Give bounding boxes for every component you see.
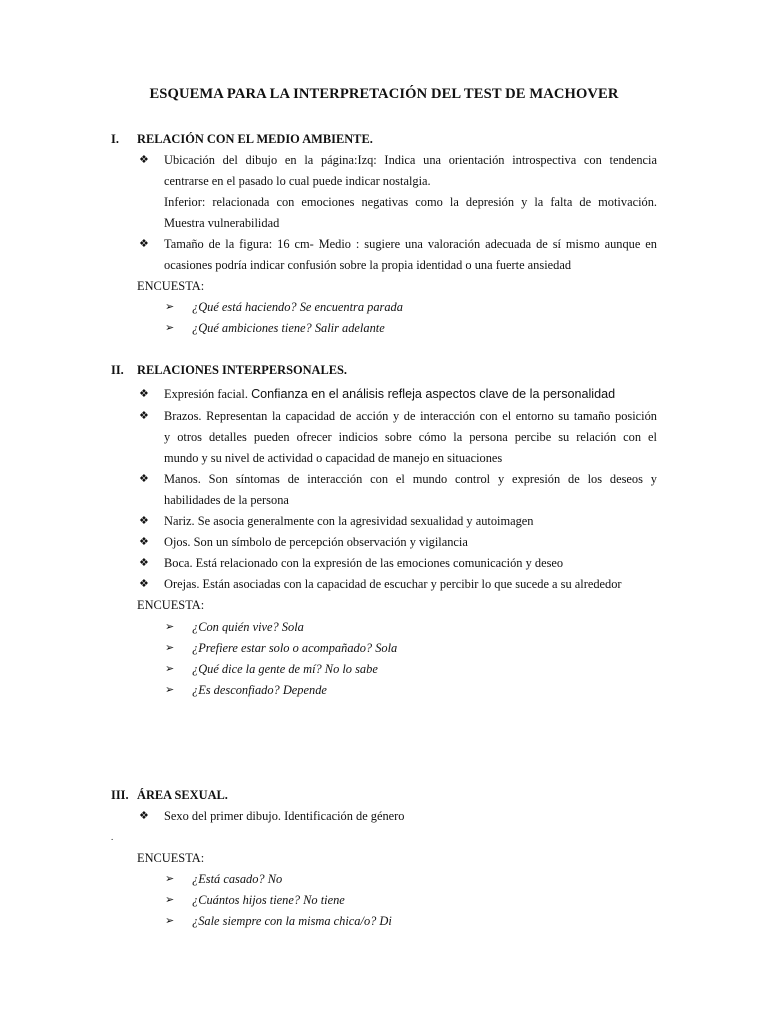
item-text-line: Sexo del primer dibujo. Identificación de género xyxy=(164,809,405,823)
arrow-bullet-icon: ➢ xyxy=(165,621,175,633)
document-title: ESQUEMA PARA LA INTERPRETACIÓN DEL TEST DE MACHOVER xyxy=(149,86,619,102)
arrow-bullet-icon: ➢ xyxy=(165,915,175,927)
diamond-bullet-icon: ❖ xyxy=(139,154,149,166)
item-text-line: ocasiones podría indicar confusión sobre la propia identidad o una fuerte ansiedad xyxy=(164,258,572,272)
survey-label: ENCUESTA: xyxy=(137,598,205,612)
diamond-bullet-icon: ❖ xyxy=(139,515,149,527)
diamond-bullet-icon: ❖ xyxy=(139,557,149,569)
survey-question: ¿Prefiere estar solo o acompañado? Sola xyxy=(192,641,398,655)
arrow-bullet-icon: ➢ xyxy=(165,322,175,334)
item-text-line: mundo y su nivel de actividad o capacidad de manejo en situaciones xyxy=(164,451,503,465)
diamond-bullet-icon: ❖ xyxy=(139,536,149,548)
section-title: RELACIÓN CON EL MEDIO AMBIENTE. xyxy=(137,132,373,146)
survey-question: ¿Qué dice la gente de mí? No lo sabe xyxy=(192,662,378,676)
diamond-bullet-icon: ❖ xyxy=(139,410,149,422)
survey-label: ENCUESTA: xyxy=(137,279,205,293)
item-text-line: Orejas. Están asociadas con la capacidad de escuchar y percibir lo que sucede a su alrededor xyxy=(164,577,622,591)
diamond-bullet-icon: ❖ xyxy=(139,238,149,250)
diamond-bullet-icon: ❖ xyxy=(139,388,149,400)
item-text-line xyxy=(164,386,615,402)
survey-question: ¿Sale siempre con la misma chica/o? Di xyxy=(192,914,392,928)
section-number: III. xyxy=(111,788,129,802)
survey-question: ¿Está casado? No xyxy=(192,872,283,886)
item-text-line: Boca. Está relacionado con la expresión de las emociones comunicación y deseo xyxy=(164,556,564,570)
item-text-line: Manos. Son síntomas de interacción con el mundo control y expresión de los deseos y xyxy=(164,472,657,486)
section-title: RELACIONES INTERPERSONALES. xyxy=(137,363,348,377)
item-text-line: y otros detalles pueden ofrecer indicios sobre cómo la persona percibe su relación con el xyxy=(164,430,657,444)
item-text-line: Brazos. Representan la capacidad de acción y de interacción con el entorno su tamaño posición xyxy=(164,409,657,423)
item-text-line: Ubicación del dibujo en la página:Izq: Indica una orientación introspectiva con tendencia xyxy=(164,153,657,167)
diamond-bullet-icon: ❖ xyxy=(139,810,149,822)
diamond-bullet-icon: ❖ xyxy=(139,473,149,485)
stray-mark: . xyxy=(111,832,114,842)
survey-label: ENCUESTA: xyxy=(137,851,205,865)
survey-question: ¿Cuántos hijos tiene? No tiene xyxy=(192,893,345,907)
item-text-line: Ojos. Son un símbolo de percepción observación y vigilancia xyxy=(164,535,468,549)
arrow-bullet-icon: ➢ xyxy=(165,663,175,675)
arrow-bullet-icon: ➢ xyxy=(165,642,175,654)
item-text-line: Inferior: relacionada con emociones negativas como la depresión y la falta de motivación. xyxy=(164,195,657,209)
survey-question: ¿Qué ambiciones tiene? Salir adelante xyxy=(192,321,385,335)
item-text-line: centrarse en el pasado lo cual puede indicar nostalgia. xyxy=(164,174,431,188)
arrow-bullet-icon: ➢ xyxy=(165,684,175,696)
item-text-line: Muestra vulnerabilidad xyxy=(164,216,280,230)
item-text-line: Nariz. Se asocia generalmente con la agresividad sexualidad y autoimagen xyxy=(164,514,534,528)
item-lead-text: Expresión facial. xyxy=(164,387,248,401)
section-number: II. xyxy=(111,363,124,377)
arrow-bullet-icon: ➢ xyxy=(165,873,175,885)
item-text-line: Tamaño de la figura: 16 cm- Medio : sugiere una valoración adecuada de sí mismo aunque en xyxy=(164,237,657,251)
item-text-line: habilidades de la persona xyxy=(164,493,289,507)
item-sans-text: Confianza en el análisis refleja aspectos clave de la personalidad xyxy=(251,387,616,401)
survey-question: ¿Con quién vive? Sola xyxy=(192,620,304,634)
survey-question: ¿Es desconfiado? Depende xyxy=(192,683,327,697)
diamond-bullet-icon: ❖ xyxy=(139,578,149,590)
survey-question: ¿Qué está haciendo? Se encuentra parada xyxy=(192,300,403,314)
arrow-bullet-icon: ➢ xyxy=(165,301,175,313)
arrow-bullet-icon: ➢ xyxy=(165,894,175,906)
section-title: ÁREA SEXUAL. xyxy=(137,788,228,802)
section-number: I. xyxy=(111,132,119,146)
